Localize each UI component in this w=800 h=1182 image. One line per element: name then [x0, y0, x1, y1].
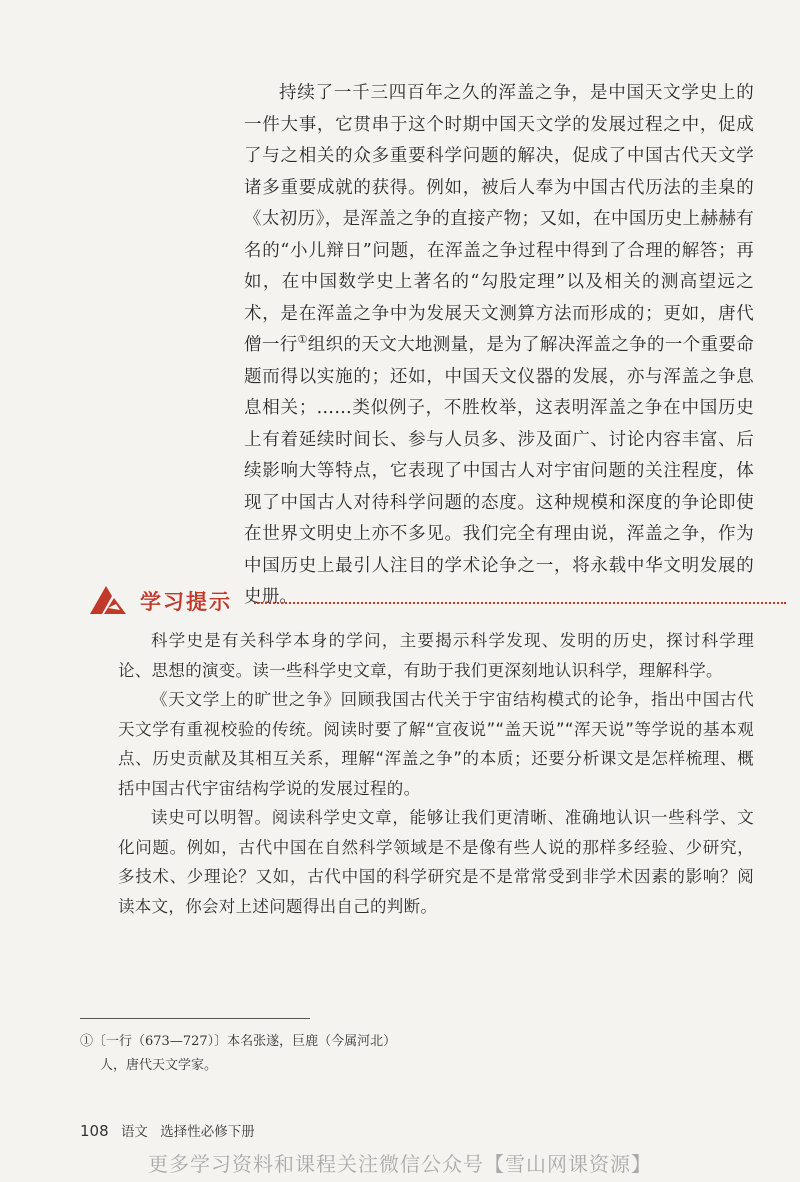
main-paragraph: 持续了一千三四百年之久的浑盖之争，是中国天文学史上的一件大事，它贯串于这个时期中国天文学的发展过程之中，促成了与之相关的众多重要科学问题的解决，促成了中国古代天文学诸多重要成就的获得。例如，被后人奉为中国古代历法的圭臬的《太初历》，是浑盖之争的直接产物；又如，在中国历史上赫赫有名的“小儿辩日”问题，在浑盖之争过程中得到了合理的解答；再如，在中国数学史上著名的“勾股定理”以及相关的测高望远之术，是在浑盖之争中为发展天文测算方法而形成的；更如，唐代僧一行①组织的天文大地测量，是为了解决浑盖之争的一个重要命题而得以实施的；还如，中国天文仪器的发展，亦与浑盖之争息息相关；……类似例子，不胜枚举，这表明浑盖之争在中国历史上有着延续时间长、参与人员多、涉及面广、讨论内容丰富、后续影响大等特点，它表现了中国古人对宇宙问题的关注程度，体现了中国古人对待科学问题的态度。这种规模和深度的争论即使在世界文明史上亦不多见。我们完全有理由说，浑盖之争，作为中国历史上最引人注目的学术论争之一，将永载中华文明发展的史册。	[244, 83, 755, 607]
page-footer	[80, 1120, 263, 1140]
dotted-divider	[254, 602, 786, 604]
tips-paragraph-3: 读史可以明智。阅读科学史文章，能够让我们更清晰、准确地认识一些科学、文化问题。例如，古代中国在自然科学领域是不是像有些人说的那样多经验、少研究，多技术、少理论？又如，古代中国的科学研究是不是常常受到非学术因素的影响？阅读本文，你会对上述问题得出自己的判断。	[118, 808, 754, 916]
study-tips-icon	[86, 582, 130, 618]
footnote-rule	[80, 1018, 310, 1019]
study-tips-title: 学习提示	[140, 590, 232, 614]
page-number: 108	[80, 1122, 109, 1140]
subject-label: 语文	[120, 1124, 148, 1140]
main-text-block	[244, 78, 754, 614]
footnote-line-2: 人，唐代天文学家。	[100, 1058, 218, 1073]
footnote-marker[interactable]: ①	[297, 333, 308, 347]
book-label: 选择性必修下册	[160, 1124, 255, 1140]
study-tips-header	[86, 582, 786, 618]
footnote-line-1: ①〔一行（673—727）〕本名张遂，巨鹿（今属河北）	[80, 1034, 397, 1049]
footnote	[80, 1030, 410, 1078]
study-tips-body	[118, 626, 754, 921]
tips-paragraph-2: 《天文学上的旷世之争》回顾我国古代关于宇宙结构模式的论争，指出中国古代天文学有重视校验的传统。阅读时要了解“宣夜说”“盖天说”“浑天说”等学说的基本观点、历史贡献及其相互关系，理解“浑盖之争”的本质；还要分析课文是怎样梳理、概括中国古代宇宙结构学说的发展过程的。	[118, 690, 754, 798]
watermark: 更多学习资料和课程关注微信公众号【雪山网课资源】	[148, 1152, 652, 1176]
tips-paragraph-1: 科学史是有关科学本身的学问，主要揭示科学发现、发明的历史，探讨科学理论、思想的演变。读一些科学史文章，有助于我们更深刻地认识科学，理解科学。	[118, 631, 754, 680]
